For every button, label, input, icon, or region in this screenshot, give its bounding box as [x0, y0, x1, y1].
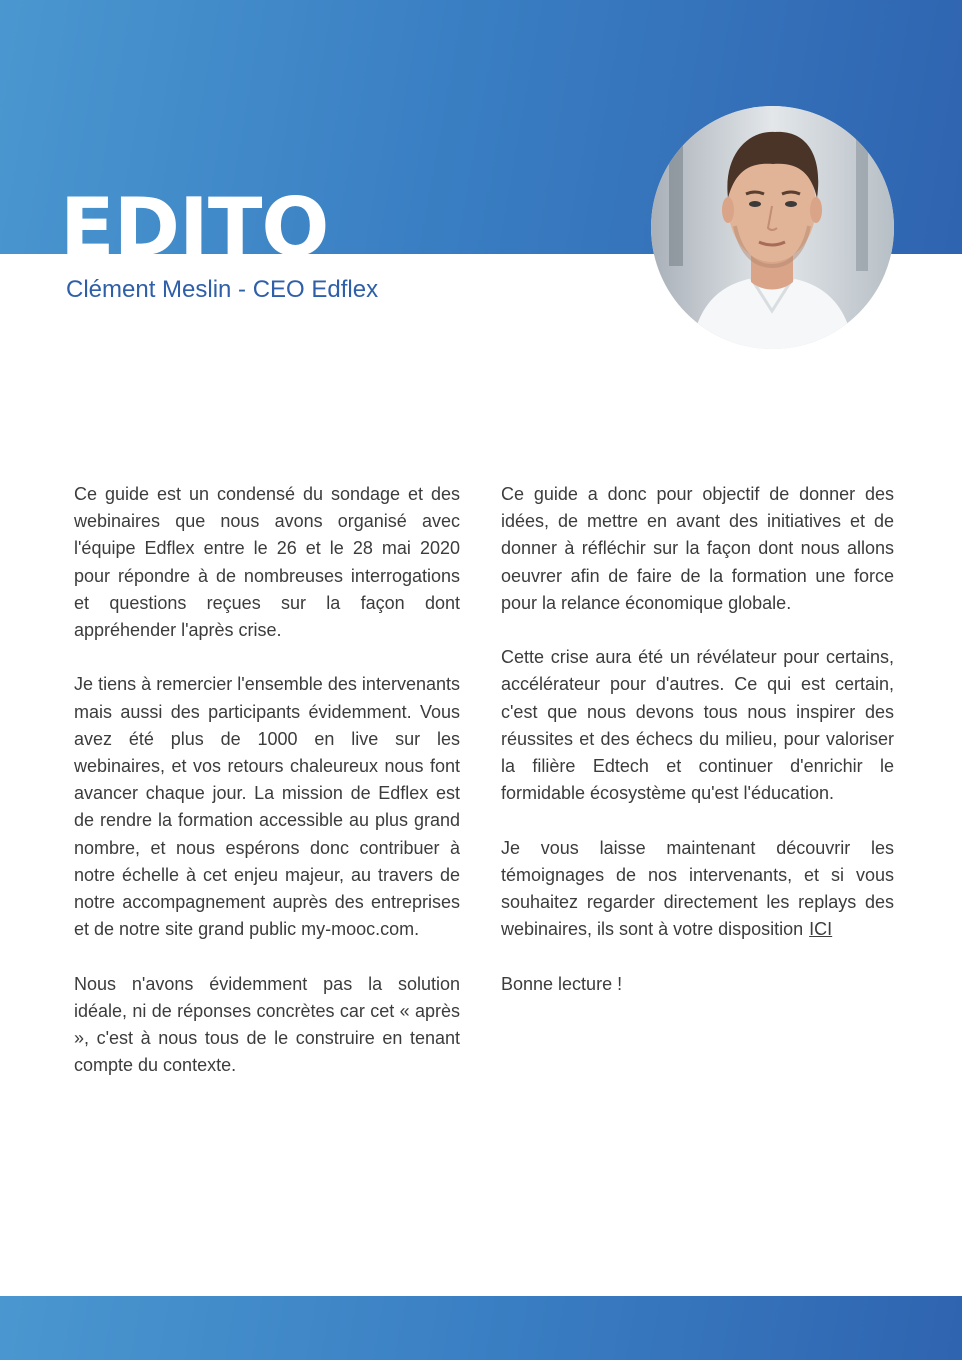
replay-paragraph [501, 835, 894, 944]
closing-line: Bonne lecture ! [501, 973, 623, 994]
portrait-photo-icon [651, 106, 894, 349]
paragraph: Ce guide a donc pour objectif de donner des idées, de mettre en avant des initiatives et de donner à réfléchir sur la façon dont nous allons oeuvrer afin de faire de la formation une force pour la relance économique globale. [501, 484, 894, 613]
page-title: EDITO [60, 181, 329, 274]
ceo-portrait [651, 106, 894, 349]
paragraph: Je tiens à remercier l'ensemble des intervenants mais aussi des participants évidemment. Vous avez été plus de 1000 en live sur les webinaires, et vos retours chaleureux nous font avancer chaque jour. La mission de Edflex est de rendre la formation accessible au plus grand nombre, et nous espérons donc contribuer à notre échelle à cet enjeu majeur, au travers de notre accompagnement auprès des entreprises et de notre site grand public my-mooc.com. [74, 674, 460, 940]
footer-band [0, 1296, 962, 1360]
paragraph: Nous n'avons évidemment pas la solution idéale, ni de réponses concrètes car cet « après », c'est à nous tous de le construire en tenant compte du contexte. [74, 973, 460, 1076]
paragraph: Ce guide est un condensé du sondage et des webinaires que nous avons organisé avec l'équipe Edflex entre le 26 et le 28 mai 2020 pour répondre à de nombreuses interrogations et questions reçues sur la façon dont appréhender l'après crise. [74, 484, 460, 641]
editorial-left-column [74, 481, 460, 1107]
editorial-right-column [501, 481, 894, 1025]
paragraph: Cette crise aura été un révélateur pour certains, accélérateur pour d'autres. Ce qui est certain, c'est que nous devons tous nous inspirer des réussites et des échecs du milieu, pour valoriser la filière Edtech et continuer d'enrichir le formidable écosystème qu'est l'éducation. [501, 647, 894, 804]
replay-text: Je vous laisse maintenant découvrir les témoignages de nos intervenants, et si vous souhaitez regarder directement les replays des webinaires, ils sont à votre disposition [501, 837, 894, 940]
replay-link[interactable]: ICI [809, 919, 833, 940]
author-subtitle: Clément Meslin - CEO Edflex [66, 276, 379, 303]
